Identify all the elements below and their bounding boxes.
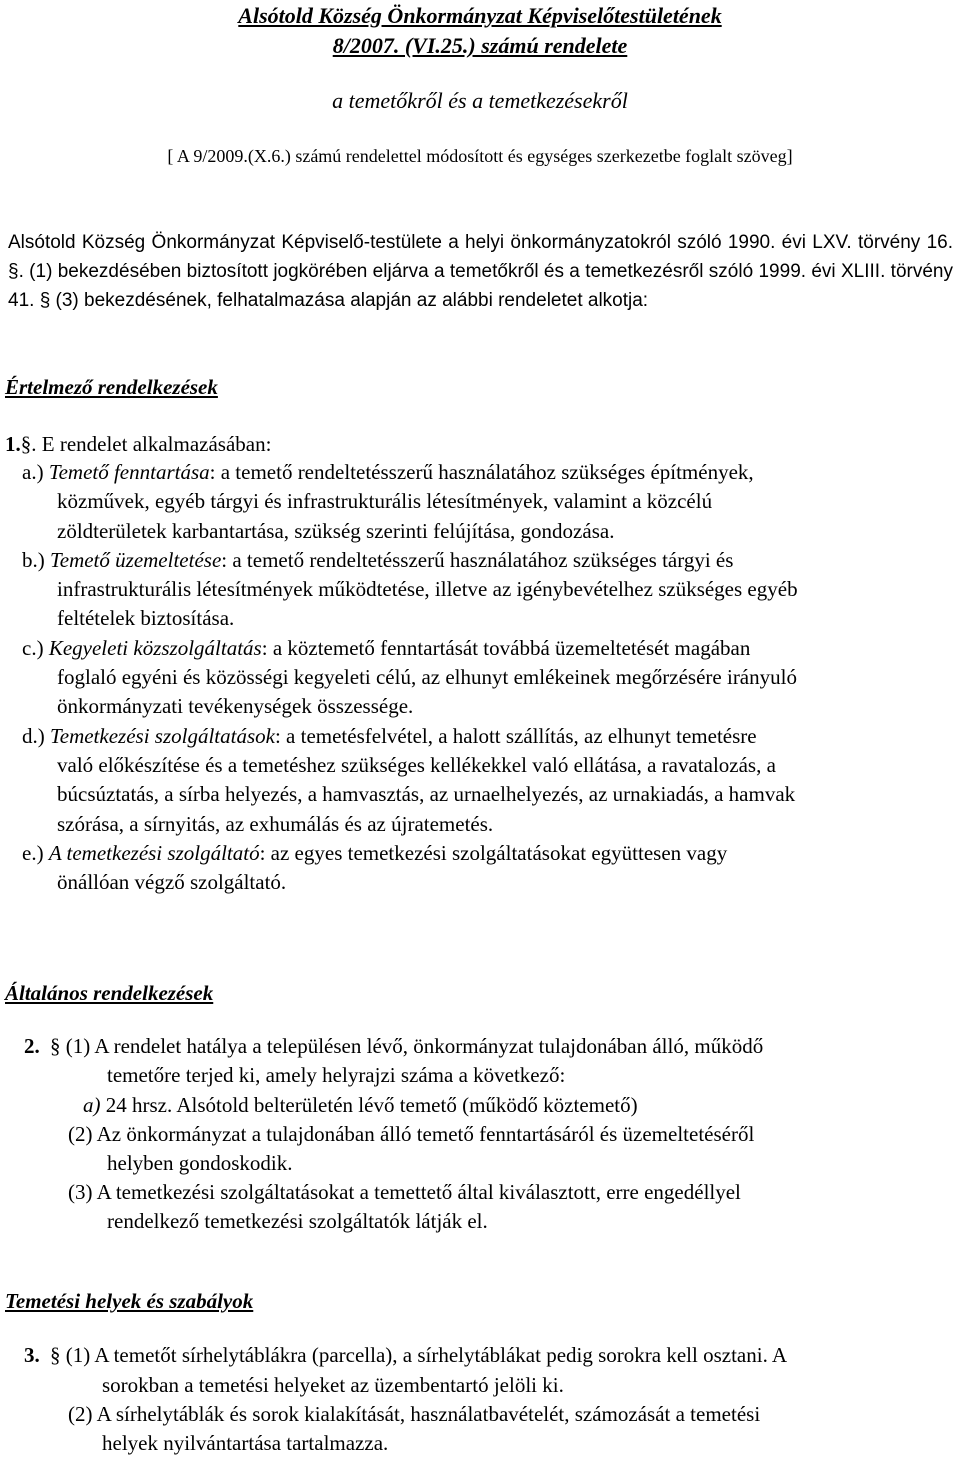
definition-term: Temető üzemeltetése bbox=[50, 548, 222, 572]
paragraph-3-line3: (2) A sírhelytáblák és sorok kialakítását, használatbavételét, számozását a temetési bbox=[68, 1402, 761, 1426]
definition-line: infrastrukturális létesítmények működtetése, illetve az igénybevételhez szükséges egyéb bbox=[57, 577, 798, 601]
definition-text: : az egyes temetkezési szolgáltatásokat együttesen vagy bbox=[259, 841, 728, 865]
paragraph-2-line7: rendelkező temetkezési szolgáltatók látják el. bbox=[107, 1209, 488, 1233]
definition-term: Temetkezési szolgáltatások bbox=[50, 724, 275, 748]
paragraph-text: §. E rendelet alkalmazásában: bbox=[20, 432, 272, 456]
paragraph-2-line2: temetőre terjed ki, amely helyrajzi száma a következő: bbox=[107, 1063, 566, 1087]
definition-line bbox=[22, 460, 754, 485]
section-heading-2: Általános rendelkezések bbox=[5, 981, 214, 1005]
paragraph-2-line4: (2) Az önkormányzat a tulajdonában álló temető fenntartásáról és üzemeltetéséről bbox=[68, 1122, 755, 1146]
definition-term: A temetkezési szolgáltató bbox=[48, 841, 260, 865]
document-subtitle: a temetőkről és a temetkezésekről bbox=[332, 88, 628, 113]
definition-line: közművek, egyéb tárgyi és infrastrukturális létesítmények, valamint a közcélú bbox=[57, 489, 713, 513]
paragraph-2-line1 bbox=[24, 1034, 764, 1059]
paragraph-3-line2: sorokban a temetési helyeket az üzembentartó jelöli ki. bbox=[102, 1373, 564, 1397]
definition-text: : a temetésfelvétel, a halott szállítás, az elhunyt temetésre bbox=[274, 724, 757, 748]
amendment-note: [ A 9/2009.(X.6.) számú rendelettel módosított és egységes szerkezetbe foglalt szöveg] bbox=[167, 146, 793, 166]
definition-line bbox=[22, 724, 757, 749]
definition-line: való előkészítése és a temetéshez szükséges kellékekkel való ellátása, a ravatalozás, a bbox=[57, 753, 776, 777]
paragraph-1-lead bbox=[5, 432, 271, 457]
definition-text: : a temető rendeltetésszerű használatához szükséges tárgyi és bbox=[221, 548, 734, 572]
definition-line: szórása, a sírnyitás, az exhumálás és az újratemetés. bbox=[57, 812, 494, 836]
paragraph-3-line4: helyek nyilvántartása tartalmazza. bbox=[102, 1431, 389, 1455]
paragraph-2-line3 bbox=[83, 1093, 638, 1118]
definition-line: zöldterületek karbantartása, szükség szerinti felújítása, gondozása. bbox=[57, 519, 615, 543]
paragraph-number: 3. bbox=[24, 1343, 40, 1367]
definition-line: önkormányzati tevékenységek összessége. bbox=[57, 694, 414, 718]
definition-label: c.) bbox=[22, 636, 44, 660]
definition-label: b.) bbox=[22, 548, 45, 572]
definition-label: d.) bbox=[22, 724, 45, 748]
document-title-line1: Alsótold Község Önkormányzat Képviselőtestületének bbox=[238, 3, 722, 28]
preamble: Alsótold Község Önkormányzat Képviselő-testülete a helyi önkormányzatokról szóló 1990. évi LXV. törvény 16. §. (1) bekezdésében biztosított jogkörében eljárva a temetőkről és a temetkezésről szóló 1999. évi XLIII. törvény 41. § (3) bekezdésének, felhatalmazása alapján az alábbi rendeletet alkotja: bbox=[8, 232, 953, 311]
definition-line: önállóan végző szolgáltató. bbox=[57, 870, 287, 894]
definition-line bbox=[22, 636, 750, 661]
definition-line: foglaló egyéni és közösségi kegyeleti célú, az elhunyt emlékeinek megőrzésére irányuló bbox=[57, 665, 797, 689]
definition-term: Kegyeleti közszolgáltatás bbox=[48, 636, 262, 660]
definition-term: Temető fenntartása bbox=[48, 460, 210, 484]
definition-line bbox=[22, 841, 727, 866]
definition-label: e.) bbox=[22, 841, 44, 865]
paragraph-2-line5: helyben gondoskodik. bbox=[107, 1151, 293, 1175]
definition-text: : a köztemető fenntartását továbbá üzemeltetését magában bbox=[261, 636, 751, 660]
document-title-line2: 8/2007. (VI.25.) számú rendelete bbox=[332, 33, 628, 58]
item-text: 24 hrsz. Alsótold belterületén lévő temető (működő köztemető) bbox=[105, 1093, 638, 1117]
paragraph-2-line6: (3) A temetkezési szolgáltatásokat a temettető által kiválasztott, erre engedéllyel bbox=[68, 1180, 741, 1204]
item-label: a) bbox=[83, 1093, 101, 1117]
paragraph-text: § (1) A rendelet hatálya a településen lévő, önkormányzat tulajdonában álló, működő bbox=[50, 1034, 764, 1058]
paragraph-number: 2. bbox=[24, 1034, 40, 1058]
definition-text: : a temető rendeltetésszerű használatához szükséges építmények, bbox=[209, 460, 754, 484]
paragraph-3-line1 bbox=[24, 1343, 788, 1368]
definition-line: feltételek biztosítása. bbox=[57, 606, 235, 630]
definition-line: búcsúztatás, a sírba helyezés, a hamvasztás, az urnaelhelyezés, az urnakiadás, a hamvak bbox=[57, 782, 796, 806]
definition-label: a.) bbox=[22, 460, 44, 484]
paragraph-number: 1. bbox=[5, 432, 21, 456]
definition-line bbox=[22, 548, 733, 573]
section-heading-3: Temetési helyek és szabályok bbox=[5, 1289, 254, 1313]
section-heading-1: Értelmező rendelkezések bbox=[5, 375, 218, 399]
paragraph-text: § (1) A temetőt sírhelytáblákra (parcella), a sírhelytáblákat pedig sorokra kell osztani. A bbox=[50, 1343, 788, 1367]
